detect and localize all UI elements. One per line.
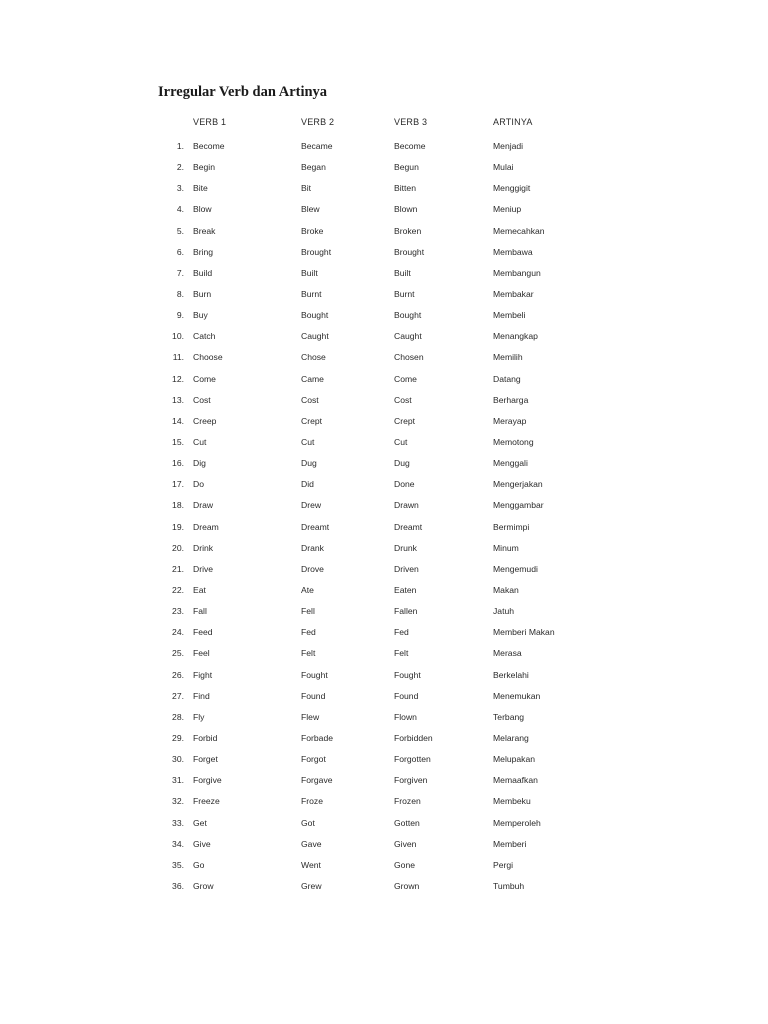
verb1-cell: Get	[193, 817, 207, 828]
verb1-cell: Begin	[193, 162, 215, 173]
table-row	[0, 583, 768, 604]
verb2-cell: Cost	[301, 394, 319, 405]
artinya-cell: Terbang	[493, 711, 525, 722]
verb3-cell: Found	[394, 690, 419, 701]
verb3-cell: Frozen	[394, 796, 421, 807]
artinya-cell: Merayap	[493, 415, 527, 426]
artinya-cell: Memberi Makan	[493, 627, 555, 638]
verb2-cell: Ate	[301, 584, 314, 595]
row-number: 6.	[176, 246, 184, 257]
verb2-cell: Cut	[301, 436, 315, 447]
verb2-cell: Forgave	[301, 775, 333, 786]
verb1-cell: Go	[193, 859, 205, 870]
artinya-cell: Memecahkan	[493, 225, 545, 236]
verb1-cell: Cut	[193, 436, 207, 447]
verb2-cell: Forgot	[301, 754, 326, 765]
verb1-cell: Dream	[193, 521, 219, 532]
verb3-cell: Eaten	[394, 584, 417, 595]
verb2-cell: Brought	[301, 246, 332, 257]
verb2-cell: Bought	[301, 310, 329, 321]
table-row	[0, 858, 768, 879]
verb3-cell: Chosen	[394, 352, 424, 363]
verb1-cell: Drink	[193, 542, 214, 553]
artinya-cell: Menjadi	[493, 141, 524, 151]
header-verb3: VERB 3	[394, 117, 428, 127]
verb2-cell: Became	[301, 141, 333, 151]
artinya-cell: Jatuh	[493, 606, 515, 617]
verb2-cell: Grew	[301, 880, 322, 891]
artinya-cell: Berharga	[493, 394, 529, 405]
verb2-cell: Went	[301, 859, 321, 870]
verb3-cell: Drunk	[394, 542, 417, 553]
verb3-cell: Become	[394, 141, 426, 151]
table-row	[0, 816, 768, 837]
table-row	[0, 837, 768, 858]
verb3-cell: Crept	[394, 415, 416, 426]
row-number: 36.	[172, 880, 184, 891]
table-row	[0, 393, 768, 414]
verb1-cell: Feed	[193, 627, 213, 638]
header-verb1: VERB 1	[193, 117, 227, 127]
table-row	[0, 710, 768, 731]
verb3-cell: Given	[394, 838, 417, 849]
row-number: 4.	[176, 204, 184, 215]
verb1-cell: Burn	[193, 288, 212, 299]
verb2-cell: Felt	[301, 648, 316, 659]
verb3-cell: Burnt	[394, 288, 415, 299]
table-row	[0, 731, 768, 752]
verb1-cell: Fly	[193, 711, 205, 722]
table-row	[0, 646, 768, 667]
row-number: 7.	[176, 267, 184, 278]
verb3-cell: Flown	[394, 711, 417, 722]
table-row	[0, 414, 768, 435]
table-row	[0, 752, 768, 773]
row-number: 9.	[176, 310, 184, 321]
verb2-cell: Forbade	[301, 732, 334, 743]
verb1-cell: Creep	[193, 415, 217, 426]
table-header	[0, 117, 768, 131]
verb2-cell: Crept	[301, 415, 323, 426]
verb1-cell: Forgive	[193, 775, 222, 786]
artinya-cell: Pergi	[493, 859, 514, 870]
verb1-cell: Feel	[193, 648, 210, 659]
row-number: 10.	[172, 331, 184, 342]
row-number: 12.	[172, 373, 184, 384]
verb2-cell: Fed	[301, 627, 316, 638]
verb3-cell: Come	[394, 373, 417, 384]
table-row	[0, 520, 768, 541]
table-row	[0, 879, 768, 900]
row-number: 2.	[176, 162, 184, 173]
artinya-cell: Melupakan	[493, 754, 536, 765]
artinya-cell: Datang	[493, 373, 521, 384]
row-number: 24.	[172, 627, 184, 638]
verb2-cell: Bit	[301, 183, 312, 194]
verb3-cell: Done	[394, 479, 415, 490]
artinya-cell: Memaafkan	[493, 775, 538, 786]
table-row	[0, 794, 768, 815]
verb3-cell: Bitten	[394, 183, 416, 194]
row-number: 13.	[172, 394, 184, 405]
row-number: 22.	[172, 584, 184, 595]
row-number: 23.	[172, 606, 184, 617]
verb1-cell: Forget	[193, 754, 218, 765]
verb3-cell: Drawn	[394, 500, 419, 511]
artinya-cell: Memperoleh	[493, 817, 541, 828]
table-row	[0, 160, 768, 181]
table-row	[0, 139, 768, 160]
row-number: 8.	[176, 288, 184, 299]
artinya-cell: Melarang	[493, 732, 529, 743]
verb2-cell: Broke	[301, 225, 324, 236]
artinya-cell: Mengemudi	[493, 563, 538, 574]
verb2-cell: Drove	[301, 563, 324, 574]
verb2-cell: Burnt	[301, 288, 322, 299]
artinya-cell: Merasa	[493, 648, 522, 659]
verb1-cell: Give	[193, 838, 211, 849]
verb3-cell: Gone	[394, 859, 416, 870]
verb2-cell: Got	[301, 817, 315, 828]
artinya-cell: Menggigit	[493, 183, 531, 194]
verb3-cell: Cost	[394, 394, 412, 405]
artinya-cell: Mulai	[493, 162, 514, 173]
table-row	[0, 773, 768, 794]
verb1-cell: Become	[193, 141, 225, 151]
verb3-cell: Dreamt	[394, 521, 423, 532]
verb1-cell: Break	[193, 225, 216, 236]
verb1-cell: Draw	[193, 500, 214, 511]
verb3-cell: Built	[394, 267, 411, 278]
table-row	[0, 456, 768, 477]
verb3-cell: Fought	[394, 669, 421, 680]
verb1-cell: Dig	[193, 458, 206, 469]
row-number: 29.	[172, 732, 184, 743]
row-number: 3.	[176, 183, 184, 194]
artinya-cell: Memilih	[493, 352, 523, 363]
verb1-cell: Forbid	[193, 732, 218, 743]
verb2-cell: Gave	[301, 838, 322, 849]
table-row	[0, 350, 768, 371]
artinya-cell: Tumbuh	[493, 880, 525, 891]
verb3-cell: Bought	[394, 310, 422, 321]
verb1-cell: Choose	[193, 352, 223, 363]
header-artinya: ARTINYA	[493, 117, 533, 127]
table-row	[0, 477, 768, 498]
verb3-cell: Brought	[394, 246, 425, 257]
row-number: 15.	[172, 436, 184, 447]
verb1-cell: Catch	[193, 331, 216, 342]
verb1-cell: Fight	[193, 669, 213, 680]
artinya-cell: Membawa	[493, 246, 533, 257]
artinya-cell: Menemukan	[493, 690, 541, 701]
verb1-cell: Find	[193, 690, 210, 701]
artinya-cell: Memberi	[493, 838, 527, 849]
artinya-cell: Meniup	[493, 204, 522, 215]
table-row	[0, 308, 768, 329]
artinya-cell: Bermimpi	[493, 521, 530, 532]
table-row	[0, 498, 768, 519]
verb3-cell: Broken	[394, 225, 422, 236]
verb3-cell: Fallen	[394, 606, 418, 617]
row-number: 11.	[172, 352, 184, 363]
row-number: 16.	[172, 458, 184, 469]
row-number: 26.	[172, 669, 184, 680]
table-row	[0, 202, 768, 223]
artinya-cell: Menggambar	[493, 500, 544, 511]
table-row	[0, 562, 768, 583]
verb3-cell: Forbidden	[394, 732, 433, 743]
row-number: 1.	[176, 141, 184, 151]
verb1-cell: Buy	[193, 310, 208, 321]
artinya-cell: Menangkap	[493, 331, 538, 342]
row-number: 28.	[172, 711, 184, 722]
verb2-cell: Drank	[301, 542, 324, 553]
verb3-cell: Blown	[394, 204, 418, 215]
artinya-cell: Makan	[493, 584, 519, 595]
verb2-cell: Drew	[301, 500, 322, 511]
table-row	[0, 287, 768, 308]
verb1-cell: Build	[193, 267, 213, 278]
row-number: 25.	[172, 648, 184, 659]
verb3-cell: Dug	[394, 458, 410, 469]
verb1-cell: Bite	[193, 183, 208, 194]
row-number: 5.	[176, 225, 184, 236]
verb2-cell: Came	[301, 373, 324, 384]
table-row	[0, 266, 768, 287]
verb1-cell: Come	[193, 373, 216, 384]
artinya-cell: Membeku	[493, 796, 531, 807]
artinya-cell: Membangun	[493, 267, 541, 278]
verb2-cell: Fought	[301, 669, 328, 680]
row-number: 31.	[172, 775, 184, 786]
verb3-cell: Fed	[394, 627, 409, 638]
row-number: 18.	[172, 500, 184, 511]
table-row	[0, 224, 768, 245]
row-number: 14.	[172, 415, 184, 426]
verb1-cell: Freeze	[193, 796, 220, 807]
table-row	[0, 435, 768, 456]
verb-table-body	[0, 139, 768, 900]
verb1-cell: Cost	[193, 394, 211, 405]
table-row	[0, 541, 768, 562]
verb2-cell: Did	[301, 479, 314, 490]
verb2-cell: Began	[301, 162, 326, 173]
verb1-cell: Bring	[193, 246, 214, 257]
verb3-cell: Forgiven	[394, 775, 428, 786]
artinya-cell: Membeli	[493, 310, 526, 321]
verb2-cell: Blew	[301, 204, 320, 215]
verb3-cell: Begun	[394, 162, 419, 173]
verb2-cell: Froze	[301, 796, 323, 807]
verb2-cell: Found	[301, 690, 326, 701]
artinya-cell: Minum	[493, 542, 519, 553]
header-verb2: VERB 2	[301, 117, 335, 127]
table-row	[0, 245, 768, 266]
table-row	[0, 689, 768, 710]
verb1-cell: Blow	[193, 204, 212, 215]
row-number: 21.	[172, 563, 184, 574]
verb3-cell: Gotten	[394, 817, 420, 828]
verb2-cell: Dug	[301, 458, 317, 469]
verb3-cell: Cut	[394, 436, 408, 447]
verb1-cell: Drive	[193, 563, 214, 574]
table-row	[0, 329, 768, 350]
artinya-cell: Menggali	[493, 458, 528, 469]
verb2-cell: Fell	[301, 606, 315, 617]
row-number: 27.	[172, 690, 184, 701]
row-number: 35.	[172, 859, 184, 870]
artinya-cell: Mengerjakan	[493, 479, 543, 490]
verb2-cell: Flew	[301, 711, 320, 722]
row-number: 34.	[172, 838, 184, 849]
verb1-cell: Fall	[193, 606, 207, 617]
verb2-cell: Built	[301, 267, 318, 278]
artinya-cell: Membakar	[493, 288, 534, 299]
row-number: 20.	[172, 542, 184, 553]
verb3-cell: Caught	[394, 331, 422, 342]
verb3-cell: Felt	[394, 648, 409, 659]
verb2-cell: Caught	[301, 331, 329, 342]
row-number: 33.	[172, 817, 184, 828]
verb3-cell: Driven	[394, 563, 419, 574]
verb3-cell: Forgotten	[394, 754, 431, 765]
row-number: 32.	[172, 796, 184, 807]
table-row	[0, 604, 768, 625]
row-number: 17.	[172, 479, 184, 490]
table-row	[0, 625, 768, 646]
row-number: 19.	[172, 521, 184, 532]
verb3-cell: Grown	[394, 880, 420, 891]
page-title: Irregular Verb dan Artinya	[158, 84, 328, 100]
row-number: 30.	[172, 754, 184, 765]
table-row	[0, 181, 768, 202]
verb2-cell: Chose	[301, 352, 326, 363]
verb1-cell: Grow	[193, 880, 214, 891]
verb1-cell: Eat	[193, 584, 206, 595]
artinya-cell: Berkelahi	[493, 669, 529, 680]
artinya-cell: Memotong	[493, 436, 534, 447]
verb1-cell: Do	[193, 479, 204, 490]
table-row	[0, 668, 768, 689]
verb2-cell: Dreamt	[301, 521, 330, 532]
table-row	[0, 372, 768, 393]
